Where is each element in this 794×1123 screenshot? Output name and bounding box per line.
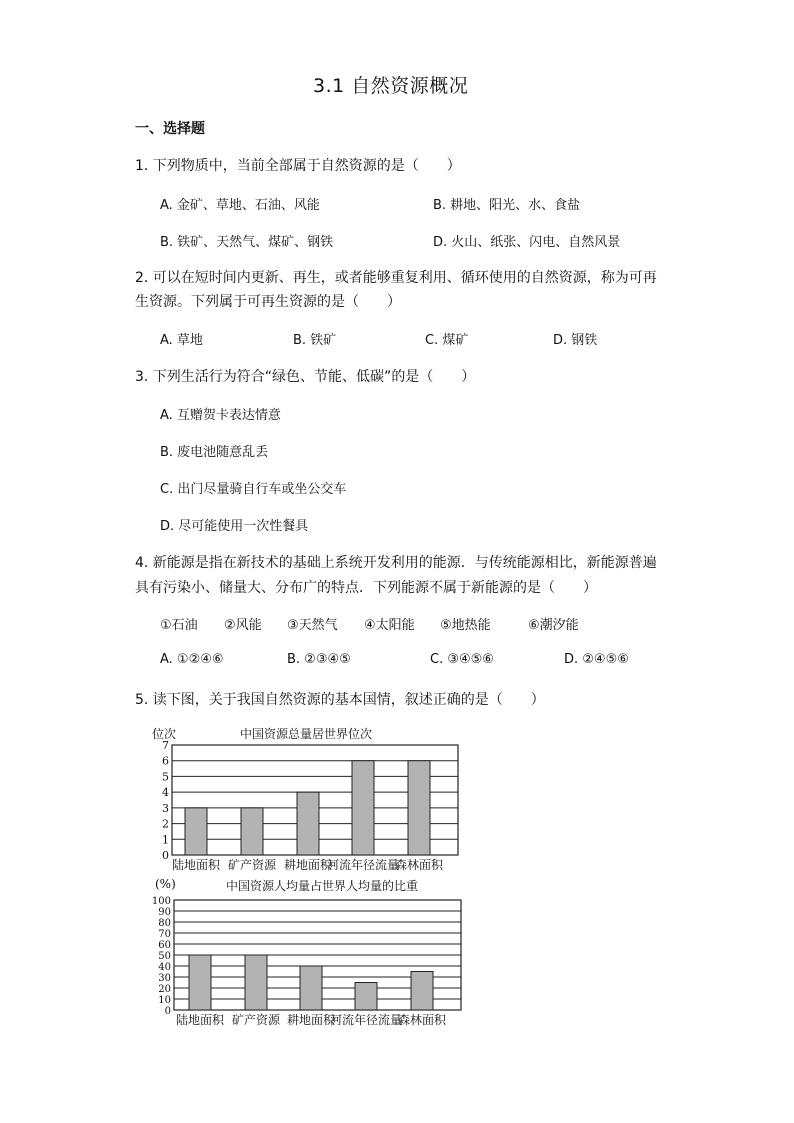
bar [411, 972, 433, 1011]
option-d[interactable]: D. ②④⑤⑥ [564, 652, 629, 667]
question-stem: 3. 下列生活行为符合“绿色、节能、低碳”的是（ ） [135, 369, 476, 385]
bar [355, 983, 377, 1011]
option-a[interactable]: A. 互赠贺卡表达情意 [160, 408, 281, 423]
x-category-label: 矿产资源 [227, 858, 277, 872]
x-category-label: 耕地面积 [283, 858, 333, 872]
bar [245, 955, 267, 1010]
energy-item: ③天然气 [287, 618, 338, 633]
y-tick-label: 6 [162, 754, 169, 768]
x-category-label: 河流年径流量 [329, 1013, 403, 1027]
bar [241, 808, 263, 855]
x-category-label: 森林面积 [394, 858, 444, 872]
y-tick-label: 2 [162, 817, 169, 831]
x-category-label: 矿产资源 [231, 1013, 281, 1027]
option-c[interactable]: C. 煤矿 [425, 333, 469, 348]
question-stem: 2. 可以在短时间内更新、再生，或者能够重复利用、循环使用的自然资源，称为可再 [135, 270, 657, 286]
y-tick-label: 4 [162, 786, 169, 800]
page-title: 3.1 自然资源概况 [313, 75, 469, 97]
bar [185, 808, 207, 855]
option-b[interactable]: B. 废电池随意乱丢 [160, 445, 269, 460]
bar [297, 792, 319, 855]
option-a[interactable]: A. 金矿、草地、石油、风能 [160, 198, 320, 213]
energy-item: ④太阳能 [364, 618, 415, 633]
y-axis-label: (%) [155, 877, 176, 891]
y-tick-label: 0 [162, 849, 169, 862]
y-tick-label: 10 [158, 995, 171, 1006]
option-b[interactable]: B. 铁矿 [293, 333, 337, 348]
chart-title: 中国资源总量居世界位次 [240, 727, 373, 741]
energy-item: ⑥潮汐能 [528, 618, 579, 633]
y-tick-label: 30 [158, 973, 171, 984]
y-tick-label: 5 [162, 770, 169, 784]
x-category-label: 陆地面积 [171, 858, 221, 872]
energy-item: ⑤地热能 [440, 618, 491, 633]
x-category-label: 耕地面积 [286, 1013, 336, 1027]
question-stem: 5. 读下图，关于我国自然资源的基本国情，叙述正确的是（ ） [135, 692, 545, 708]
question-stem-line2: 具有污染小、储量大、分布广的特点．下列能源不属于新能源的是（ ） [135, 580, 597, 596]
question-stem: 4. 新能源是指在新技术的基础上系统开发利用的能源．与传统能源相比，新能源普遍 [135, 555, 657, 571]
option-b[interactable]: B. ②③④⑤ [287, 652, 351, 667]
question-stem: 1. 下列物质中，当前全部属于自然资源的是（ ） [135, 158, 461, 174]
option-d[interactable]: D. 钢铁 [553, 333, 598, 348]
y-tick-label: 90 [158, 907, 171, 918]
option-a[interactable]: A. 草地 [160, 333, 203, 348]
option-c[interactable]: B. 铁矿、天然气、煤矿、钢铁 [160, 235, 334, 250]
question-stem-line2: 生资源。下列属于可再生资源的是（ ） [135, 294, 401, 310]
y-tick-label: 70 [158, 929, 171, 940]
y-tick-label: 80 [158, 918, 171, 929]
x-category-label: 河流年径流量 [326, 858, 400, 872]
y-tick-label: 1 [162, 833, 169, 847]
y-tick-label: 60 [158, 940, 171, 951]
energy-item: ②风能 [224, 618, 262, 633]
option-d[interactable]: D. 火山、纸张、闪电、自然风景 [433, 235, 621, 250]
option-b[interactable]: B. 耕地、阳光、水、食盐 [433, 198, 581, 213]
chart-per-capita-ratio [152, 877, 461, 1027]
y-tick-label: 3 [162, 801, 169, 815]
energy-item: ①石油 [160, 618, 198, 633]
option-c[interactable]: C. 出门尽量骑自行车或坐公交车 [160, 482, 347, 497]
option-c[interactable]: C. ③④⑤⑥ [430, 652, 494, 667]
y-tick-label: 40 [158, 962, 171, 973]
x-category-label: 森林面积 [397, 1013, 447, 1027]
bar [408, 761, 430, 855]
y-tick-label: 50 [158, 951, 171, 962]
y-tick-label: 7 [162, 739, 169, 752]
option-a[interactable]: A. ①②④⑥ [160, 652, 224, 667]
bar [189, 955, 211, 1010]
section-heading: 一、选择题 [135, 121, 205, 137]
chart-world-rank [152, 726, 458, 872]
bar [352, 761, 374, 855]
bar [300, 966, 322, 1010]
y-tick-label: 0 [164, 1006, 171, 1017]
option-d[interactable]: D. 尽可能使用一次性餐具 [160, 519, 309, 534]
chart-title: 中国资源人均量占世界人均量的比重 [226, 879, 419, 893]
y-axis-label: 位次 [152, 727, 177, 741]
y-tick-label: 100 [151, 896, 171, 907]
x-category-label: 陆地面积 [175, 1013, 225, 1027]
y-tick-label: 20 [158, 984, 171, 995]
